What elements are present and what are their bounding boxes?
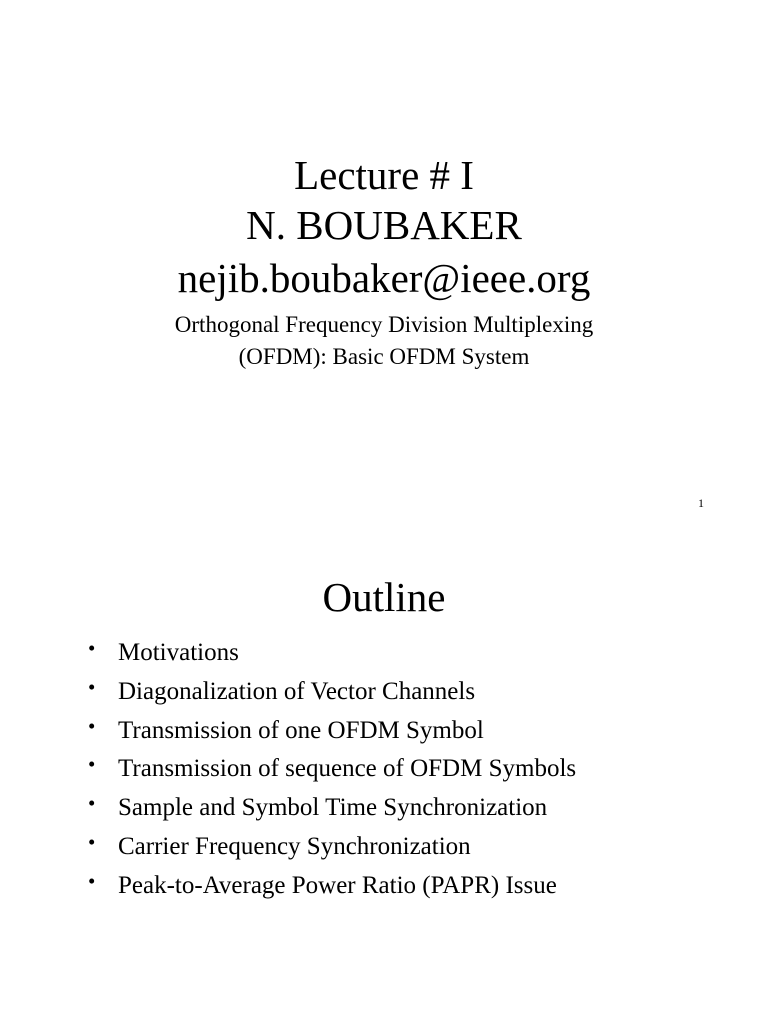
list-item-text: Carrier Frequency Synchronization [118, 832, 471, 860]
bullet-icon: • [88, 674, 96, 699]
author-email: nejib.boubaker@ieee.org [177, 255, 591, 301]
subtitle-line-1: Orthogonal Frequency Division Multiplexing [174, 312, 594, 337]
bullet-icon: • [88, 636, 96, 660]
list-item-text: Transmission of one OFDM Symbol [118, 716, 484, 744]
author-name: N. BOUBAKER [246, 202, 522, 248]
bullet-icon: • [88, 829, 96, 854]
bullet-icon: • [88, 791, 96, 816]
list-item-text: Motivations [118, 639, 239, 666]
outline-heading: Outline [322, 574, 446, 620]
bullet-icon: • [88, 868, 96, 893]
lecture-title: Lecture # I [294, 152, 474, 198]
subtitle-line-2: (OFDM): Basic OFDM System [238, 344, 530, 369]
list-item-text: Transmission of sequence of OFDM Symbols [118, 755, 577, 783]
bullet-icon: • [88, 752, 96, 777]
list-item-text: Peak-to-Average Power Ratio (PAPR) Issue [118, 871, 557, 899]
list-item-text: Diagonalization of Vector Channels [118, 677, 476, 705]
bullet-icon: • [88, 713, 96, 738]
outline-slide [0, 512, 768, 1024]
list-item-text: Sample and Symbol Time Synchronization [118, 794, 548, 822]
page-number: 1 [698, 496, 704, 510]
